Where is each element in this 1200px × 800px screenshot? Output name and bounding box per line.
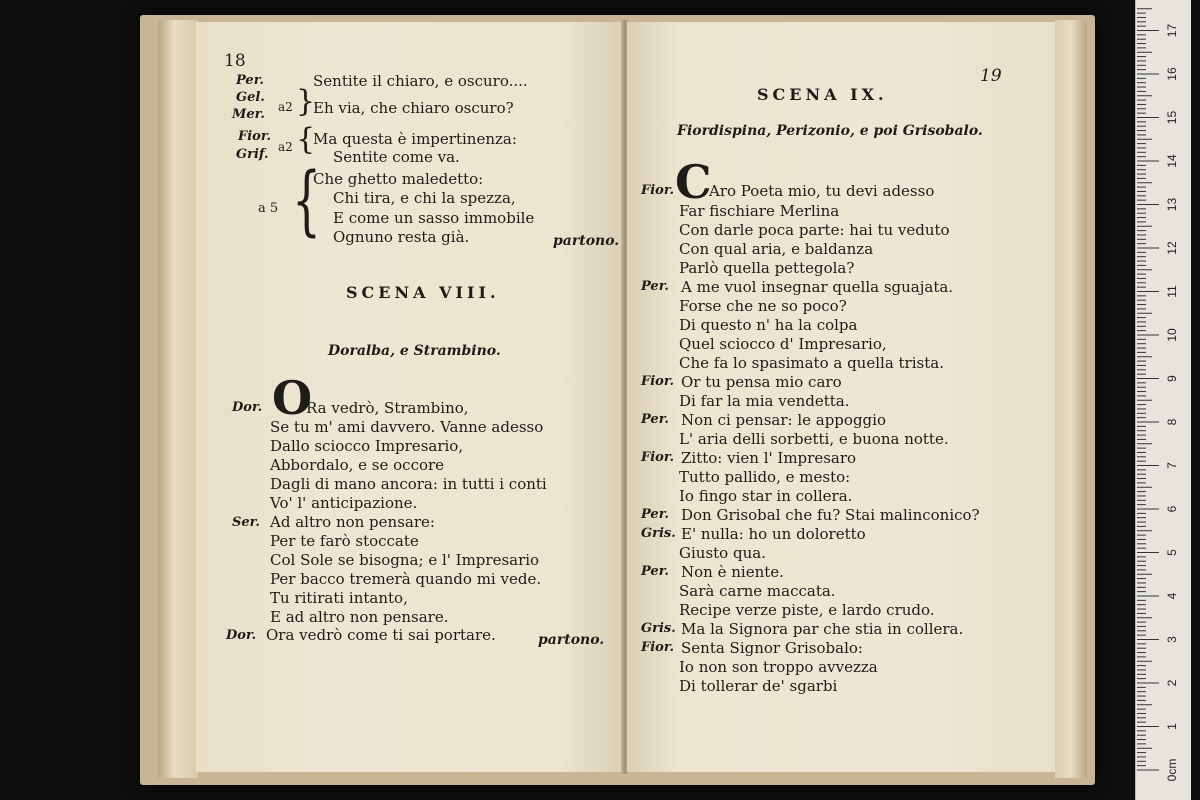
verse-line: Io fingo star in collera.	[679, 487, 853, 505]
ruler-label: 16	[1165, 67, 1179, 81]
scene-heading: SCENA IX.	[757, 85, 888, 104]
verse-line: Chi tira, e chi la spezza,	[333, 189, 516, 207]
verse-line: Che ghetto maledetto:	[313, 170, 484, 188]
verse-line: Sentite come va.	[333, 148, 460, 166]
verse-line: Dallo sciocco Impresario,	[270, 437, 464, 455]
speaker-label: Dor.	[226, 628, 257, 643]
verse-line: Non ci pensar: le appoggio	[681, 411, 886, 429]
speaker-label: Ser.	[232, 515, 260, 530]
verse-line: Parlò quella pettegola?	[679, 259, 855, 277]
verse-line: Forse che ne so poco?	[679, 297, 847, 315]
verse-line: Tutto pallido, e mesto:	[679, 468, 851, 486]
speaker-label: Fior.	[641, 450, 675, 465]
verse-line: Io non son troppo avvezza	[679, 658, 878, 676]
page-number: 18	[224, 51, 246, 71]
drop-cap: O	[272, 371, 313, 425]
brace: }	[296, 84, 316, 119]
speaker-label: Fior.	[641, 374, 675, 389]
verse-line: Quel sciocco d' Impresario,	[679, 335, 887, 353]
verse-line: Con qual aria, e baldanza	[679, 240, 874, 258]
verse-line: E' nulla: ho un doloretto	[681, 525, 866, 543]
ruler-scale	[1136, 0, 1191, 800]
verse-line: Ra vedrò, Strambino,	[306, 399, 469, 417]
verse-line: Or tu pensa mio caro	[681, 373, 842, 391]
ruler-label: 1	[1165, 723, 1179, 730]
verse-line: Abbordalo, e se occore	[270, 456, 445, 474]
ruler-label: 0cm	[1165, 758, 1179, 782]
speaker-label: Per.	[641, 412, 669, 427]
verse-line: E come un sasso immobile	[333, 209, 535, 227]
ruler-label: 15	[1165, 110, 1179, 125]
verse-line: Ma la Signora par che stia in collera.	[681, 620, 964, 638]
verse-line: Don Grisobal che fu? Stai malinconico?	[681, 506, 980, 524]
left-page	[196, 22, 624, 772]
ruler-label: 14	[1165, 154, 1179, 168]
speaker-label: Per.	[641, 279, 669, 294]
right-page	[627, 22, 1055, 772]
stage-direction: partono.	[538, 632, 605, 648]
ruler-label: 11	[1165, 285, 1179, 298]
verse-line: Ora vedrò come ti sai portare.	[266, 626, 496, 644]
verse-line: Dagli di mano ancora: in tutti i conti	[270, 475, 547, 493]
measurement-ruler	[1135, 0, 1191, 800]
verse-line: Vo' l' anticipazione.	[270, 494, 418, 512]
scene-cast: Fiordispina, Perizonio, e poi Grisobalo.	[677, 123, 983, 139]
ruler-label: 5	[1165, 549, 1179, 556]
ensemble-marker: a 5	[258, 201, 279, 216]
brace: {	[296, 122, 316, 157]
verse-line: Non è niente.	[681, 563, 784, 581]
speaker-label: Dor.	[232, 400, 263, 415]
verse-line: Per te farò stoccate	[270, 532, 419, 550]
stage-direction: partono.	[553, 233, 620, 249]
page-edges-left	[158, 20, 198, 778]
verse-line: Che fa lo spasimato a quella trista.	[679, 354, 944, 372]
scene-cast: Doralba, e Strambino.	[328, 343, 501, 359]
page-number: 19	[980, 66, 1002, 86]
speaker-label: Gris.	[641, 526, 676, 541]
verse-line: Far fischiare Merlina	[679, 202, 840, 220]
ruler-label: 8	[1165, 418, 1179, 426]
speaker-label: Gris.	[641, 621, 676, 636]
ruler-label: 4	[1165, 592, 1179, 600]
verse-line: Ognuno resta già.	[333, 228, 470, 246]
ruler-label: 13	[1165, 197, 1179, 212]
verse-line: Col Sole se bisogna; e l' Impresario	[270, 551, 540, 569]
speaker-label: Mer.	[232, 107, 265, 122]
scene-heading: SCENA VIII.	[346, 283, 500, 302]
verse-line: Di tollerar de' sgarbi	[679, 677, 838, 695]
ruler-label: 2	[1165, 679, 1179, 687]
speaker-label: Per.	[641, 507, 669, 522]
ruler-label: 12	[1165, 241, 1179, 255]
speaker-label: Fior.	[641, 640, 675, 655]
speaker-label: Grif.	[236, 147, 269, 162]
verse-line: Di questo n' ha la colpa	[679, 316, 858, 334]
verse-line: Ad altro non pensare:	[270, 513, 435, 531]
verse-line: Senta Signor Grisobalo:	[681, 639, 863, 657]
verse-line: A me vuol insegnar quella sguajata.	[681, 278, 954, 296]
verse-line: Se tu m' ami davvero. Vanne adesso	[270, 418, 544, 436]
ruler-label: 9	[1165, 375, 1179, 382]
verse-line: Per bacco tremerà quando mi vede.	[270, 570, 542, 588]
verse-line: Sarà carne maccata.	[679, 582, 836, 600]
ruler-label: 3	[1165, 636, 1179, 643]
ruler-label: 6	[1165, 505, 1179, 513]
speaker-label: Per.	[236, 73, 264, 88]
ensemble-marker: a2	[278, 100, 293, 114]
speaker-label: Fior.	[238, 129, 272, 144]
verse-line: Ma questa è impertinenza:	[313, 130, 517, 148]
verse-line: E ad altro non pensare.	[270, 608, 449, 626]
drop-cap: C	[675, 155, 712, 209]
brace: {	[292, 155, 322, 244]
ruler-label: 17	[1165, 23, 1179, 38]
verse-line: L' aria delli sorbetti, e buona notte.	[679, 430, 949, 448]
verse-line: Zitto: vien l' Impresaro	[681, 449, 857, 467]
speaker-label: Gel.	[236, 90, 265, 105]
verse-line: Tu ritirati intanto,	[270, 589, 408, 607]
ensemble-marker: a2	[278, 140, 293, 154]
verse-line: Eh via, che chiaro oscuro?	[313, 99, 514, 117]
verse-line: Recipe verze piste, e lardo crudo.	[679, 601, 935, 619]
verse-line: Giusto qua.	[679, 544, 766, 562]
speaker-label: Per.	[641, 564, 669, 579]
verse-line: Di far la mia vendetta.	[679, 392, 850, 410]
verse-line: Sentite il chiaro, e oscuro....	[313, 72, 528, 90]
ruler-label: 7	[1165, 462, 1179, 469]
speaker-label: Fior.	[641, 183, 675, 198]
verse-line: Aro Poeta mio, tu devi adesso	[709, 182, 935, 200]
page-edges-right	[1055, 20, 1087, 778]
verse-line: Con darle poca parte: hai tu veduto	[679, 221, 950, 239]
ruler-label: 10	[1165, 328, 1179, 342]
